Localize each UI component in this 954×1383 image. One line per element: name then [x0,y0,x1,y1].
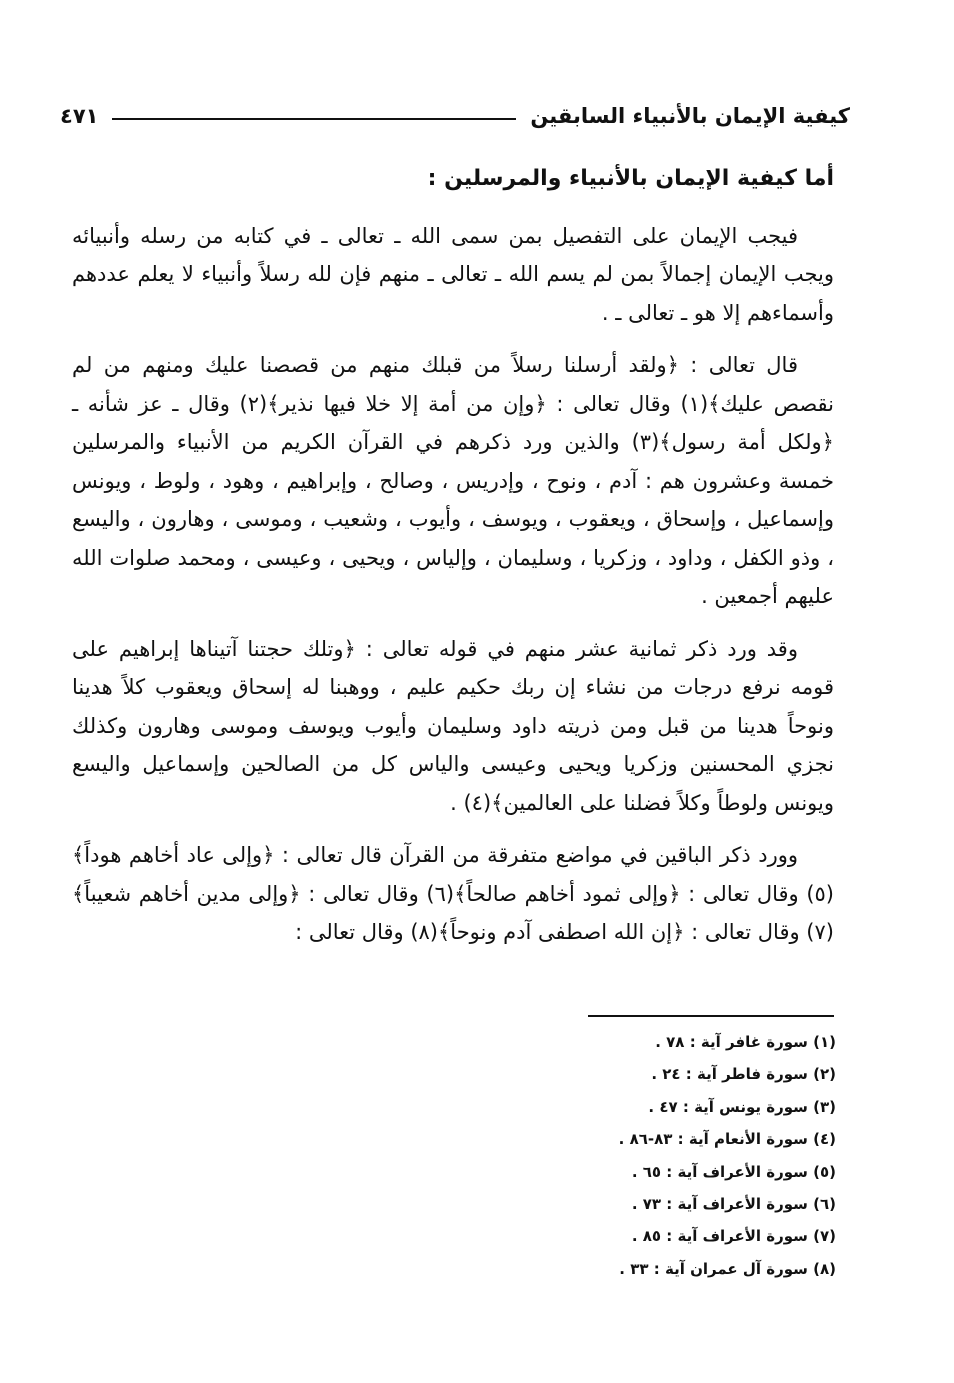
paragraph: وقد ورد ذكر ثمانية عشر منهم في قوله تعالى : ﴿وتلك حجتنا آتيناها إبراهيم على قومه نرفع درجات من نشاء إن ربك حكيم عليم ، ووهبنا له إسحاق ويعقوب كلاً هدينا ونوحاً هدينا من قبل ومن ذريته داود وسليمان وأيوب ويوسف وموسى وهارون وكذلك نجزي المحسنين وزكريا ويحيى وعيسى والياس كل من الصالحين وإسماعيل واليسع ويونس ولوطاً وكلاً فضلنا على العالمين﴾(٤) . [72,636,834,815]
paragraph: وورد ذكر الباقين في مواضع متفرقة من القرآن قال تعالى : ﴿وإلى عاد أخاهم هوداً﴾(٥) وقال تعالى : ﴿وإلى ثمود أخاهم صالحاً﴾(٦) وقال تعالى : ﴿وإلى مدين أخاهم شعيباً﴾(٧) وقال تعالى : ﴿إن الله اصطفى آدم ونوحاً﴾(٨) وقال تعالى : [72,843,834,944]
footnote: (٦) سورة الأعراف آية : ٧٣ . [631,1195,836,1214]
footnote: (٥) سورة الأعراف آية : ٦٥ . [631,1162,836,1181]
footnote: (٨) سورة آل عمران آية : ٣٣ . [619,1259,836,1278]
paragraph: فيجب الإيمان على التفصيل بمن سمى الله ـ تعالى ـ في كتابه من رسله وأنبيائه ويجب الإيمان إجمالاً بمن لم يسم الله ـ تعالى ـ منهم فإن لله رسلاً وأنبياء لا يعلم عددهم وأسماءهم إلا هو ـ تعالى ـ . [72,223,834,325]
page-header [60,96,850,136]
running-title: كيفية الإيمان بالأنبياء السابقين [530,104,850,128]
footnote-separator [588,1015,834,1017]
footnote: (١) سورة غافر آية : ٧٨ . [655,1033,836,1051]
main-text [72,160,834,966]
header-rule [112,118,516,120]
footnote: (٤) سورة الأنعام آية : ٨٣-٨٦ . [618,1130,836,1149]
footnote: (٣) سورة يونس آية : ٤٧ . [648,1097,836,1116]
paragraph: قال تعالى : ﴿ولقد أرسلنا رسلاً من قبلك منهم من قصصنا عليك ومنهم من لم نقصص عليك﴾(١) وقال تعالى : ﴿وإن من أمة إلا خلا فيها نذير﴾(٢) وقال ـ عز شأنه ـ ﴿ولكل أمة رسول﴾(٣) والذين ورد ذكرهم في القرآن الكريم من الأنبياء والمرسلين خمسة وعشرون هم : آدم ، ونوح ، وإدريس ، وصالح ، وإبراهيم ، وهود ، ولوط ، ويونس وإسماعيل ، وإسحاق ، ويعقوب ، ويوسف ، وأيوب ، وشعيب ، وموسى ، وهارون ، واليسع ، وذو الكفل ، وداود ، وزكريا ، وسليمان ، وإلياس ، ويحيى ، وعيسى ، ومحمد صلوات الله عليهم أجمعين . [72,353,834,608]
section-heading: أما كيفية الإيمان بالأنبياء والمرسلين : [427,166,834,191]
footnote: (٢) سورة فاطر آية : ٢٤ . [651,1065,836,1084]
page-number: ٤٧١ [60,104,99,128]
footnotes-list [436,1026,836,1285]
footnote: (٧) سورة الأعراف آية : ٨٥ . [631,1227,836,1246]
